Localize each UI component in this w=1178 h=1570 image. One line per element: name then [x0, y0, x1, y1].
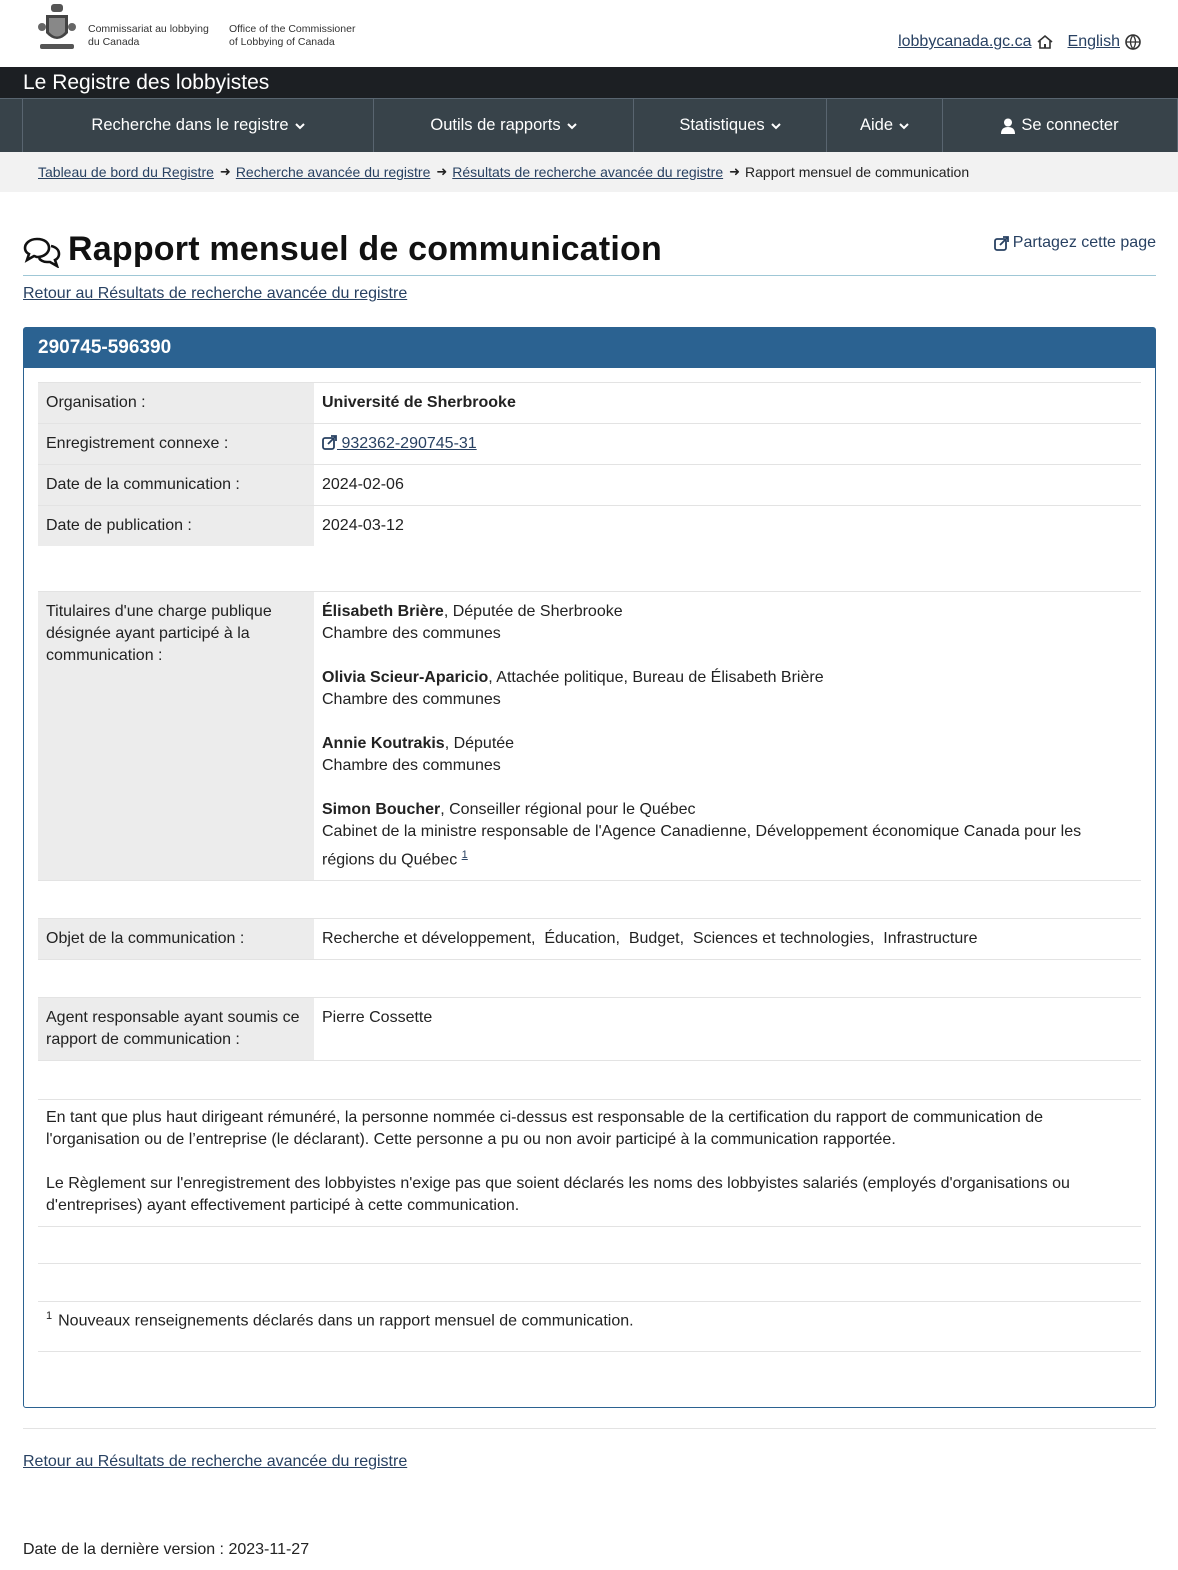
report-details [24, 368, 1155, 1352]
page-title: Rapport mensuel de communication [68, 230, 662, 268]
menu-item-label: Aide [859, 116, 894, 134]
official-title: , Députée [444, 735, 515, 752]
chevron-down-icon [295, 121, 305, 131]
certification-note: En tant que plus haut dirigeant rémunéré, la personne nommée ci-dessus est responsable de la certification du rapport de communication de l'organisation ou de l’entreprise (le déclarant). Cette personne a pu ou non avoir participé à la communication rapportée. [46, 1109, 1044, 1149]
language-toggle-link[interactable]: English [1067, 33, 1120, 50]
arrow-right-icon: ➜ [729, 164, 741, 179]
publication-date-label: Date de publication : [38, 506, 314, 546]
menu-spacer [0, 99, 23, 152]
organisation-value: Université de Sherbrooke [322, 394, 516, 411]
related-registration-label: Enregistrement connexe : [38, 424, 314, 464]
row-responsible-agent [38, 997, 1141, 1061]
menu-item-reporting-tools[interactable] [374, 99, 634, 152]
site-home-link[interactable]: lobbycanada.gc.ca [898, 33, 1032, 50]
official-entry [322, 601, 1133, 645]
regulation-note: Le Règlement sur l'enregistrement des lobbyistes n'exige pas que soient déclarés les noms des lobbyistes salariés (employés d'organisations ou d'entreprises) ayant effectivement participé à cette communication. [46, 1175, 1070, 1215]
arrow-right-icon: ➜ [219, 164, 231, 179]
subject-label: Objet de la communication : [38, 919, 314, 959]
row-related-registration [38, 423, 1141, 464]
user-icon [1001, 118, 1015, 134]
app-title: Le Registre des lobbyistes [23, 71, 270, 94]
external-link-icon [322, 435, 337, 450]
publication-date-value: 2024-03-12 [322, 517, 404, 534]
communication-date-value: 2024-02-06 [322, 476, 404, 493]
official-title: , Députée de Sherbrooke [443, 603, 623, 620]
official-institution: Chambre des communes [322, 757, 501, 774]
section-gap [38, 546, 1141, 591]
footnote-number: 1 [46, 1310, 53, 1323]
official-title: , Conseiller régional pour le Québec [440, 801, 696, 818]
arrow-right-icon: ➜ [436, 164, 448, 179]
row-publication-date [38, 505, 1141, 546]
breadcrumb [0, 152, 1178, 192]
row-public-office-holders [38, 591, 1141, 881]
menu-item-statistics[interactable] [634, 99, 827, 152]
menu-item-sign-in[interactable] [943, 99, 1178, 152]
section-gap [38, 881, 1141, 918]
official-entry [322, 799, 1133, 871]
share-page-label: Partagez cette page [1012, 234, 1156, 251]
divider [38, 1226, 1141, 1263]
subject-value: Recherche et développement, Éducation, Budget, Sciences et technologies, Infrastructure [322, 930, 978, 948]
comments-icon [23, 236, 61, 268]
section-gap [38, 1061, 1141, 1099]
footnote-text: Nouveaux renseignements déclarés dans un rapport mensuel de communication. [58, 1312, 634, 1330]
official-institution: Chambre des communes [322, 625, 501, 642]
divider [38, 1263, 1141, 1301]
responsible-agent-value: Pierre Cossette [322, 1009, 433, 1027]
gc-header [0, 0, 1178, 67]
chevron-down-icon [771, 121, 781, 131]
official-name: Simon Boucher [322, 801, 441, 818]
related-registration-link[interactable] [322, 435, 477, 452]
footnote [38, 1301, 1141, 1351]
official-name: Annie Koutrakis [322, 735, 445, 752]
related-registration-number: 932362-290745-31 [341, 435, 477, 452]
main-menu [0, 98, 1178, 152]
report-id-heading: 290745-596390 [24, 328, 1155, 368]
organisation-label: Organisation : [38, 383, 314, 423]
official-entry [322, 667, 1133, 711]
menu-item-search-registry[interactable] [23, 99, 374, 152]
breadcrumb-link-advanced-search[interactable]: Recherche avancée du registre [235, 164, 431, 180]
chevron-down-icon [567, 121, 577, 131]
divider [23, 1428, 1156, 1429]
official-title: , Attachée politique, Bureau de Élisabeth Brière [488, 669, 824, 686]
top-links [898, 33, 1142, 51]
official-name: Élisabeth Brière [322, 603, 444, 620]
back-to-results-link-bottom[interactable]: Retour au Résultats de recherche avancée du registre [23, 1453, 408, 1470]
home-icon [1036, 33, 1054, 51]
menu-item-label: Se connecter [1021, 116, 1119, 134]
related-registration-value [314, 424, 1141, 464]
share-page-link[interactable] [994, 234, 1156, 252]
footnote-ref-link[interactable]: 1 [461, 849, 468, 861]
menu-item-label: Recherche dans le registre [91, 116, 289, 134]
last-version-date: Date de la dernière version : 2023-11-27 [23, 1541, 310, 1558]
menu-item-label: Statistiques [679, 116, 765, 134]
share-icon [994, 236, 1009, 251]
official-entry [322, 733, 1133, 777]
page-title-row [23, 228, 1156, 276]
row-subject [38, 918, 1141, 960]
communication-date-label: Date de la communication : [38, 465, 314, 505]
agency-name-fr: Commissariat au lobbying du Canada [88, 23, 209, 48]
breadcrumb-link-search-results[interactable]: Résultats de recherche avancée du registre [452, 164, 724, 180]
globe-icon [1124, 33, 1142, 51]
coat-of-arms-icon [38, 3, 76, 51]
back-to-results-link-top[interactable]: Retour au Résultats de recherche avancée du registre [23, 285, 408, 302]
certification-notes [38, 1099, 1141, 1226]
responsible-agent-label: Agent responsable ayant soumis ce rapport de communication : [38, 998, 314, 1060]
official-institution: Chambre des communes [322, 691, 501, 708]
breadcrumb-current: Rapport mensuel de communication [745, 164, 970, 180]
section-gap [38, 960, 1141, 997]
menu-item-help[interactable] [827, 99, 943, 152]
breadcrumb-link-dashboard[interactable]: Tableau de bord du Registre [38, 164, 214, 180]
agency-name-en: Office of the Commissioner of Lobbying of Canada [229, 23, 356, 48]
report-panel [23, 327, 1156, 1408]
app-title-bar [0, 67, 1178, 98]
chevron-down-icon [899, 121, 909, 131]
official-name: Olivia Scieur-Aparicio [322, 669, 489, 686]
menu-item-label: Outils de rapports [430, 116, 561, 134]
row-organisation [38, 382, 1141, 423]
public-office-holders-list [314, 592, 1141, 880]
official-institution: Cabinet de la ministre responsable de l'Agence Canadienne, Développement économique Canada pour les régions du Québec [322, 823, 1082, 869]
row-communication-date [38, 464, 1141, 505]
public-office-holders-label: Titulaires d'une charge publique désignée ayant participé à la communication : [38, 592, 314, 880]
